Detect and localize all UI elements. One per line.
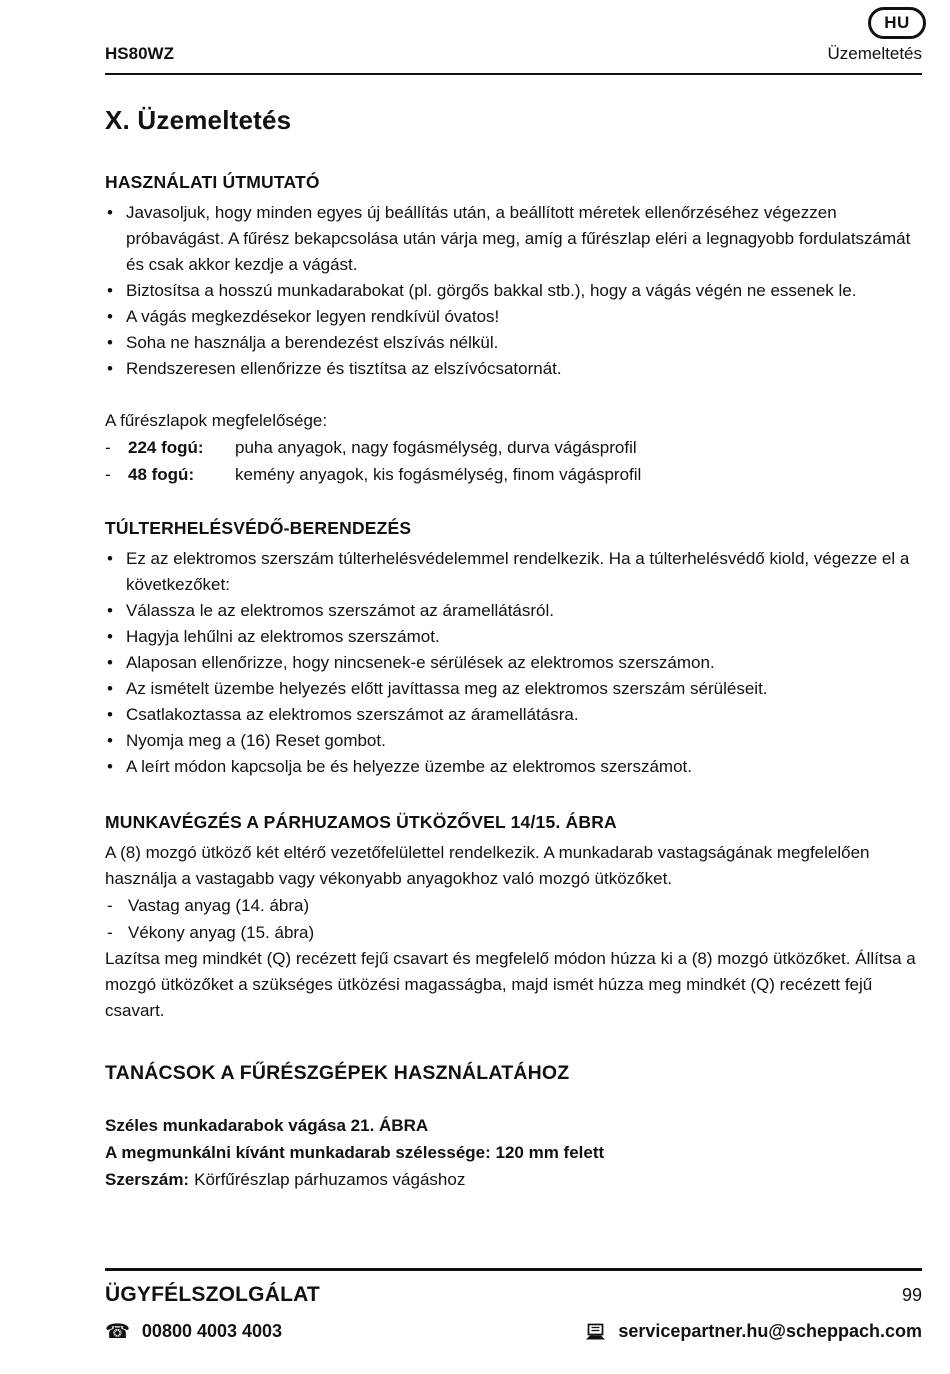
footer-title-row: [105, 1283, 922, 1307]
blade-desc: puha anyagok, nagy fogásmélység, durva vágásprofil: [235, 438, 637, 457]
usage-bullet-list: [105, 200, 922, 382]
bullet-text: Az ismételt üzembe helyezés előtt javíttassa meg az elektromos szerszám sérüléseit.: [126, 679, 768, 698]
dash-item: [105, 919, 922, 946]
dash-marker: [105, 461, 128, 488]
bullet-item: [105, 200, 922, 278]
bullet-item: [105, 598, 922, 624]
email-address: servicepartner.hu@scheppach.com: [618, 1321, 922, 1341]
phone-contact: [105, 1321, 282, 1342]
header-model: HS80WZ: [105, 44, 174, 63]
tips-line-wide-workpieces: Széles munkadarabok vágása 21. ÁBRA: [105, 1116, 429, 1135]
bullet-text: Soha ne használja a berendezést elszívás nélkül.: [126, 333, 499, 352]
footer-title: ÜGYFÉLSZOLGÁLAT: [105, 1283, 320, 1306]
tips-block: [105, 1112, 922, 1193]
blade-desc: kemény anyagok, kis fogásmélység, finom vágásprofil: [235, 465, 642, 484]
language-badge-label: HU: [884, 13, 910, 32]
bullet-item: [105, 702, 922, 728]
parallel-paragraph-1: A (8) mozgó ütköző két eltérő vezetőfelülettel rendelkezik. A munkadarab vastagságának megfelelően használja a vastagabb vagy vékonyabb anyagokhoz való mozgó ütközőket.: [105, 843, 870, 888]
dash-text: Vékony anyag (15. ábra): [128, 923, 315, 942]
language-badge: [868, 7, 926, 39]
blade-list-item: [105, 461, 922, 488]
bullet-item: [105, 728, 922, 754]
footer-rule: [105, 1268, 922, 1271]
bullet-item: [105, 650, 922, 676]
dash-marker: [105, 434, 128, 461]
bullet-item: [105, 330, 922, 356]
tips-line-width: A megmunkálni kívánt munkadarab szélessége: 120 mm felett: [105, 1143, 605, 1162]
section-heading-tips: TANÁCSOK A FŰRÉSZGÉPEK HASZNÁLATÁHOZ: [105, 1062, 570, 1084]
parallel-dash-list: [105, 892, 922, 946]
bullet-text: A vágás megkezdésekor legyen rendkívül óvatos!: [126, 307, 500, 326]
email-icon: [585, 1323, 606, 1341]
blade-list: [105, 434, 922, 488]
page-title: X. Üzemeltetés: [105, 105, 292, 135]
bullet-item: [105, 754, 922, 780]
blade-term: 48 fogú:: [128, 465, 195, 484]
page-header: [105, 44, 922, 64]
blades-intro: A fűrészlapok megfelelősége:: [105, 411, 328, 430]
header-rule: [105, 73, 922, 75]
bullet-item: [105, 546, 922, 598]
bullet-text: Nyomja meg a (16) Reset gombot.: [126, 731, 386, 750]
tool-value: Körfűrészlap párhuzamos vágáshoz: [194, 1170, 466, 1189]
bullet-item: [105, 278, 922, 304]
overload-bullet-list: [105, 546, 922, 780]
header-section: Üzemeltetés: [827, 44, 922, 63]
section-heading-usage: HASZNÁLATI ÚTMUTATÓ: [105, 172, 320, 192]
email-contact: [585, 1321, 922, 1342]
blade-term: 224 fogú:: [128, 438, 204, 457]
bullet-item: [105, 356, 922, 382]
tool-line: [105, 1166, 922, 1193]
bullet-item: [105, 624, 922, 650]
bullet-text: A leírt módon kapcsolja be és helyezze üzembe az elektromos szerszámot.: [126, 757, 692, 776]
bullet-text: Rendszeresen ellenőrizze és tisztítsa az elszívócsatornát.: [126, 359, 562, 378]
bullet-text: Biztosítsa a hosszú munkadarabokat (pl. görgős bakkal stb.), hogy a vágás végén ne essenek le.: [126, 281, 857, 300]
section-heading-parallel-stop: MUNKAVÉGZÉS A PÁRHUZAMOS ÜTKÖZŐVEL 14/15. ÁBRA: [105, 812, 617, 832]
bullet-text: Javasoljuk, hogy minden egyes új beállítás után, a beállított méretek ellenőrzéséhez végezzen próbavágást. A fűrész bekapcsolása után várja meg, amíg a fűrészlap eléri a legnagyobb fordulatszámát és csak akkor kezdje a vágást.: [126, 203, 911, 274]
tool-label: Szerszám:: [105, 1170, 190, 1189]
dash-item: [105, 892, 922, 919]
section-heading-overload: TÚLTERHELÉSVÉDŐ-BERENDEZÉS: [105, 518, 412, 538]
bullet-item: [105, 304, 922, 330]
bullet-text: Csatlakoztassa az elektromos szerszámot az áramellátásra.: [126, 705, 579, 724]
dash-text: Vastag anyag (14. ábra): [128, 896, 310, 915]
bullet-text: Hagyja lehűlni az elektromos szerszámot.: [126, 627, 440, 646]
phone-icon: ☎: [105, 1320, 130, 1343]
bullet-text: Alaposan ellenőrizze, hogy nincsenek-e sérülések az elektromos szerszámon.: [126, 653, 715, 672]
bullet-item: [105, 676, 922, 702]
blade-list-item: [105, 434, 922, 461]
page-number: 99: [901, 1285, 922, 1305]
contact-row: [105, 1321, 922, 1342]
phone-number: 00800 4003 4003: [141, 1321, 283, 1341]
bullet-text: Válassza le az elektromos szerszámot az áramellátásról.: [126, 601, 554, 620]
parallel-paragraph-2: Lazítsa meg mindkét (Q) recézett fejű csavart és megfelelő módon húzza ki a (8) mozgó ütközőket. Állítsa a mozgó ütközőket a szükséges ütközési magasságba, majd ismét húzza meg mindkét (Q) recézett fejű csavart.: [105, 949, 916, 1020]
bullet-text: Ez az elektromos szerszám túlterhelésvédelemmel rendelkezik. Ha a túlterhelésvédő kiold, végezze el a következőket:: [126, 549, 910, 594]
page-footer: [105, 1268, 922, 1342]
